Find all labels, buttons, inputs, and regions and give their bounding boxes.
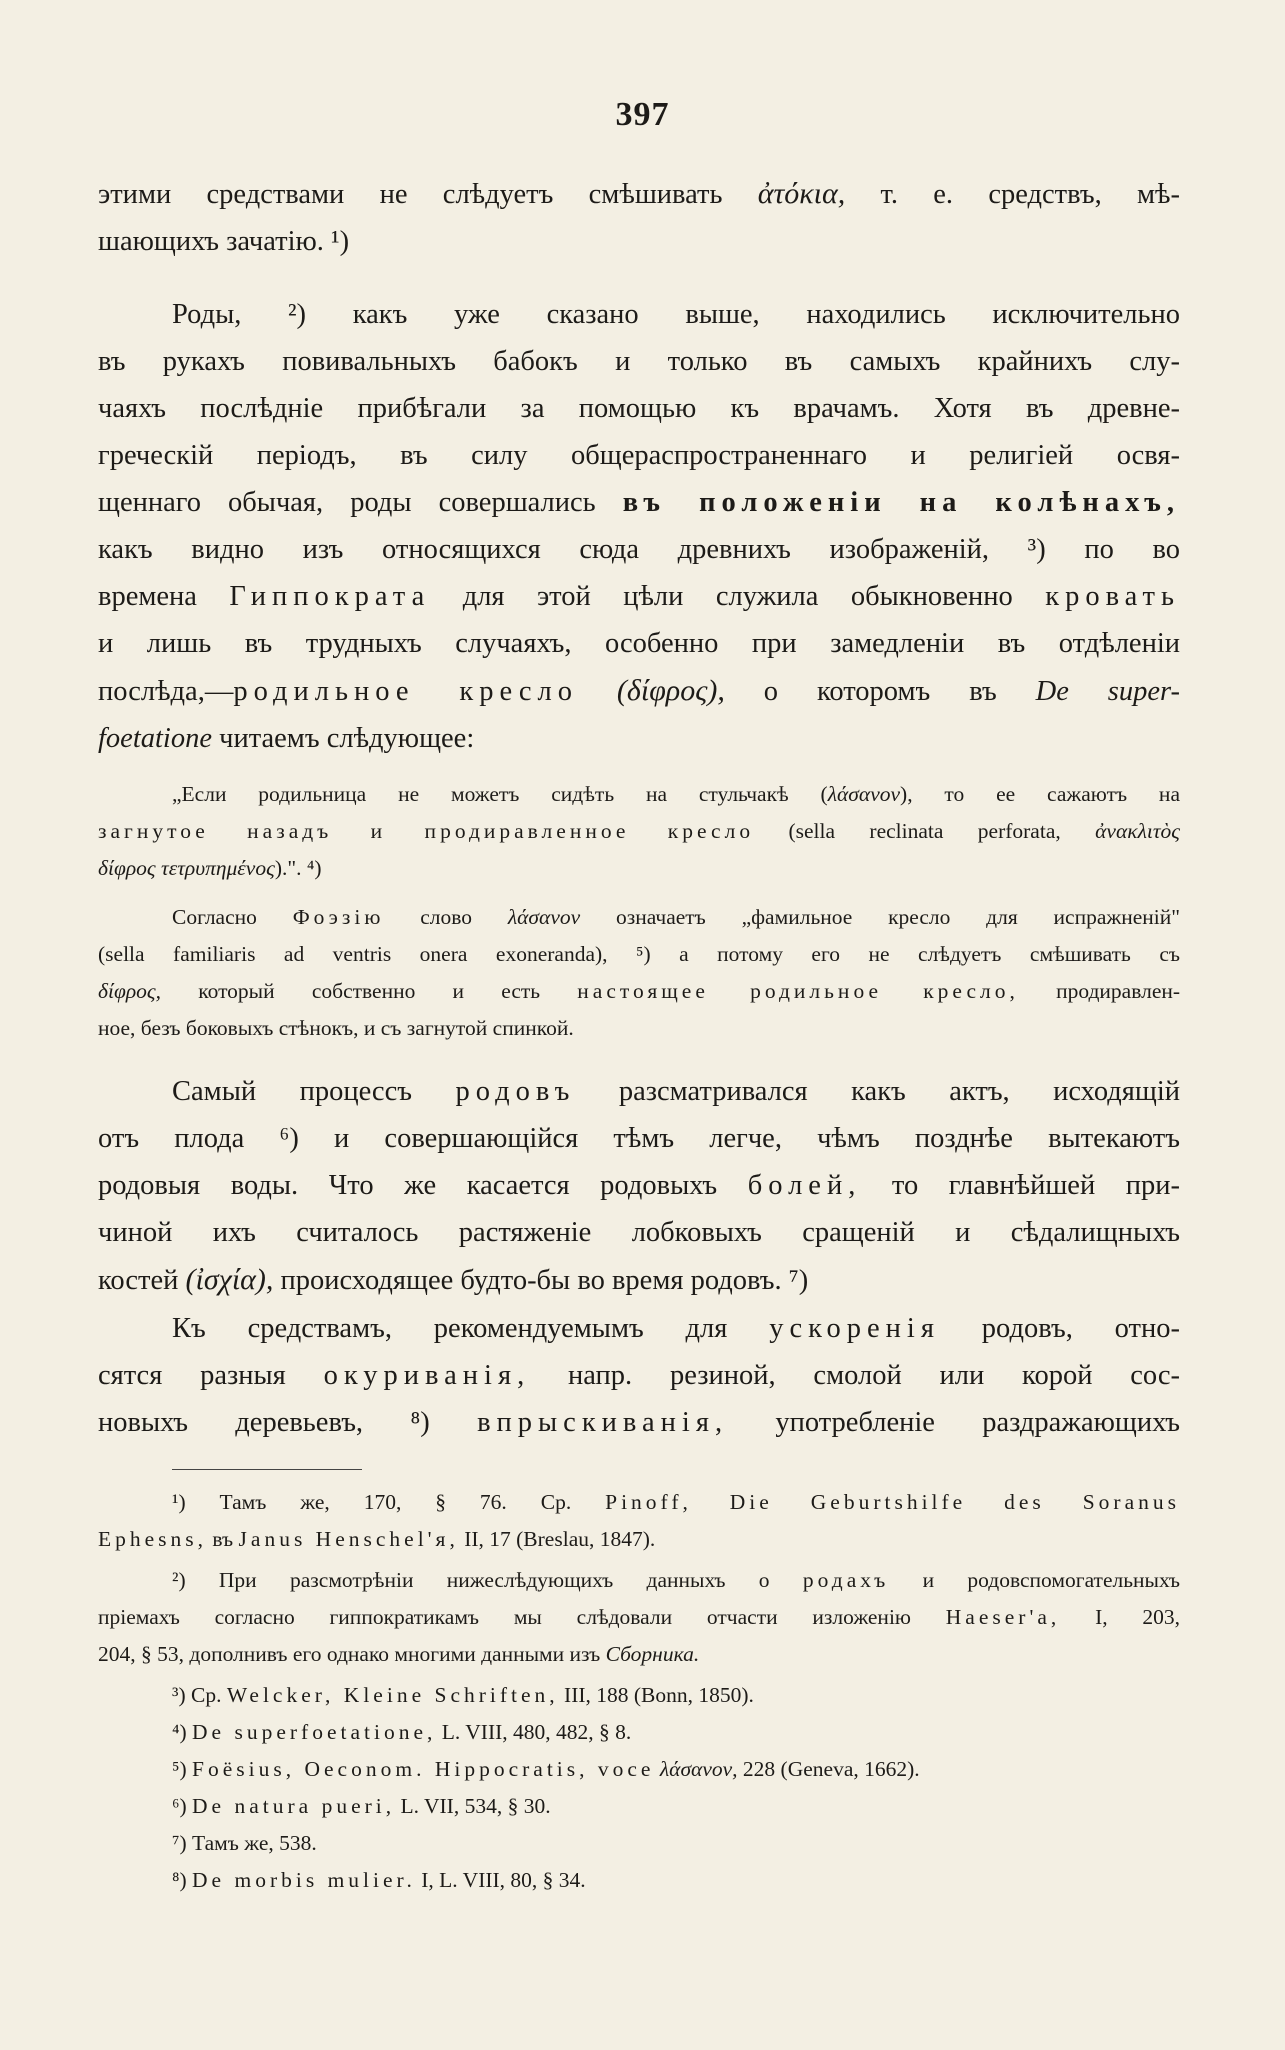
text-line: и лишь въ трудныхъ случаяхъ, особенно при замедленіи въ отдѣленіи xyxy=(98,628,1180,659)
paragraph-2 xyxy=(98,291,1180,762)
footnote-divider xyxy=(172,1469,362,1470)
text-line: Ephesns, въ Janus Henschel'я, II, 17 (Breslau, 1847). xyxy=(98,1527,656,1551)
text-line: foetatione читаемъ слѣдующее: xyxy=(98,723,475,754)
paragraph-4 xyxy=(98,1305,1180,1446)
text-line: въ рукахъ повивальныхъ бабокъ и только въ самыхъ крайнихъ слу- xyxy=(98,346,1180,377)
text-line: ное, безъ боковыхъ стѣнокъ, и съ загнутой спинкой. xyxy=(98,1016,574,1040)
text-line: Самый процессъ родовъ разсматривался какъ актъ, исходящій xyxy=(172,1076,1180,1107)
footnote-8: ⁸) De morbis mulier. I, L. VIII, 80, § 34. xyxy=(172,1868,586,1892)
text-line: родовыя воды. Что же касается родовыхъ болей, то главнѣйшей при- xyxy=(98,1170,1181,1201)
footnote-6: ⁶) De natura pueri, L. VII, 534, § 30. xyxy=(172,1794,551,1818)
text-line: времена Гиппократа для этой цѣли служила обыкновенно кровать xyxy=(98,581,1181,612)
text-line: пріемахъ согласно гиппократикамъ мы слѣдовали отчасти изложенію Haeser'a, I, 203, xyxy=(98,1605,1181,1629)
text-line: чаяхъ послѣдніе прибѣгали за помощью къ врачамъ. Хотя въ древне- xyxy=(98,393,1180,424)
footnote-2: ²) При разсмотрѣніи нижеслѣдующихъ данныхъ о родахъ и родовспомогательныхъ xyxy=(172,1568,1181,1592)
text-line: чиной ихъ считалось растяженіе лобковыхъ сращеній и сѣдалищныхъ xyxy=(98,1217,1180,1248)
footnote-1: ¹) Тамъ же, 170, § 76. Ср. Pinoff, Die Geburtshilfe des Soranus xyxy=(172,1490,1180,1514)
footnote-4: ⁴) De superfoetatione, L. VIII, 480, 482, § 8. xyxy=(172,1720,632,1744)
text-line: δίφρος τετρυπημένος).". ⁴) xyxy=(98,856,322,880)
footnote-7: ⁷) Тамъ же, 538. xyxy=(172,1831,317,1855)
page-number: 397 xyxy=(615,96,670,133)
text-line: сятся разныя окуриванія, напр. резиной, смолой или корой сос- xyxy=(98,1360,1180,1391)
text-line: какъ видно изъ относящихся сюда древнихъ изображеній, ³) по во xyxy=(98,534,1180,565)
text-line: загнутое назадъ и продиравленное кресло (sella reclinata perforata, ἀνακλιτὸς xyxy=(98,819,1181,843)
spacer xyxy=(98,887,1180,899)
footnotes xyxy=(98,1484,1180,1899)
paragraph-3 xyxy=(98,1068,1180,1304)
text-line: Къ средствамъ, рекомендуемымъ для ускоренія родовъ, отно- xyxy=(172,1313,1180,1344)
paragraph-1 xyxy=(98,170,1180,265)
quote-block xyxy=(98,776,1180,1047)
text-line: отъ плода ⁶) и совершающійся тѣмъ легче, чѣмъ позднѣе вытекаютъ xyxy=(98,1123,1180,1154)
text-line: (sella familiaris ad ventris onera exoneranda), ⁵) а потому его не слѣдуетъ смѣшивать съ xyxy=(98,942,1180,966)
text-line: греческій періодъ, въ силу общераспространеннаго и религіей освя- xyxy=(98,440,1180,471)
footnote-5: ⁵) Foësius, Oeconom. Hippocratis, voce λάσανον, 228 (Geneva, 1662). xyxy=(172,1757,920,1781)
text-line: костей (ἰσχία), происходящее будто-бы во время родовъ. ⁷) xyxy=(98,1263,809,1296)
text-line: этими средствами не слѣдуетъ смѣшивать ἀτόκια, т. е. средствъ, мѣ- xyxy=(98,177,1181,210)
text-line: щеннаго обычая, роды совершались въ положеніи на колѣнахъ, xyxy=(98,487,1180,518)
text-line: Согласно Фоэзію слово λάσανον означаетъ „фамильное кресло для испражненій" xyxy=(172,905,1181,929)
text-line: шающихъ зачатію. ¹) xyxy=(98,226,350,257)
text-line: 204, § 53, дополнивъ его однако многими данными изъ Сборника. xyxy=(98,1642,700,1666)
text-line: δίφρος, который собственно и есть настоящее родильное кресло, продиравлен- xyxy=(98,979,1181,1003)
footnote-3: ³) Ср. Welcker, Kleine Schriften, III, 188 (Bonn, 1850). xyxy=(172,1683,754,1707)
text-line: послѣда,—родильное кресло (δίφρος), о которомъ въ De super- xyxy=(98,674,1181,707)
text-line: Роды, ²) какъ уже сказано выше, находились исключительно xyxy=(172,299,1180,330)
text-line: „Если родильница не можетъ сидѣть на стульчакѣ (λάσανον), то ее сажаютъ на xyxy=(172,782,1180,806)
text-line: новыхъ деревьевъ, ⁸) впрыскиванія, употребленіе раздражающихъ xyxy=(98,1407,1181,1438)
